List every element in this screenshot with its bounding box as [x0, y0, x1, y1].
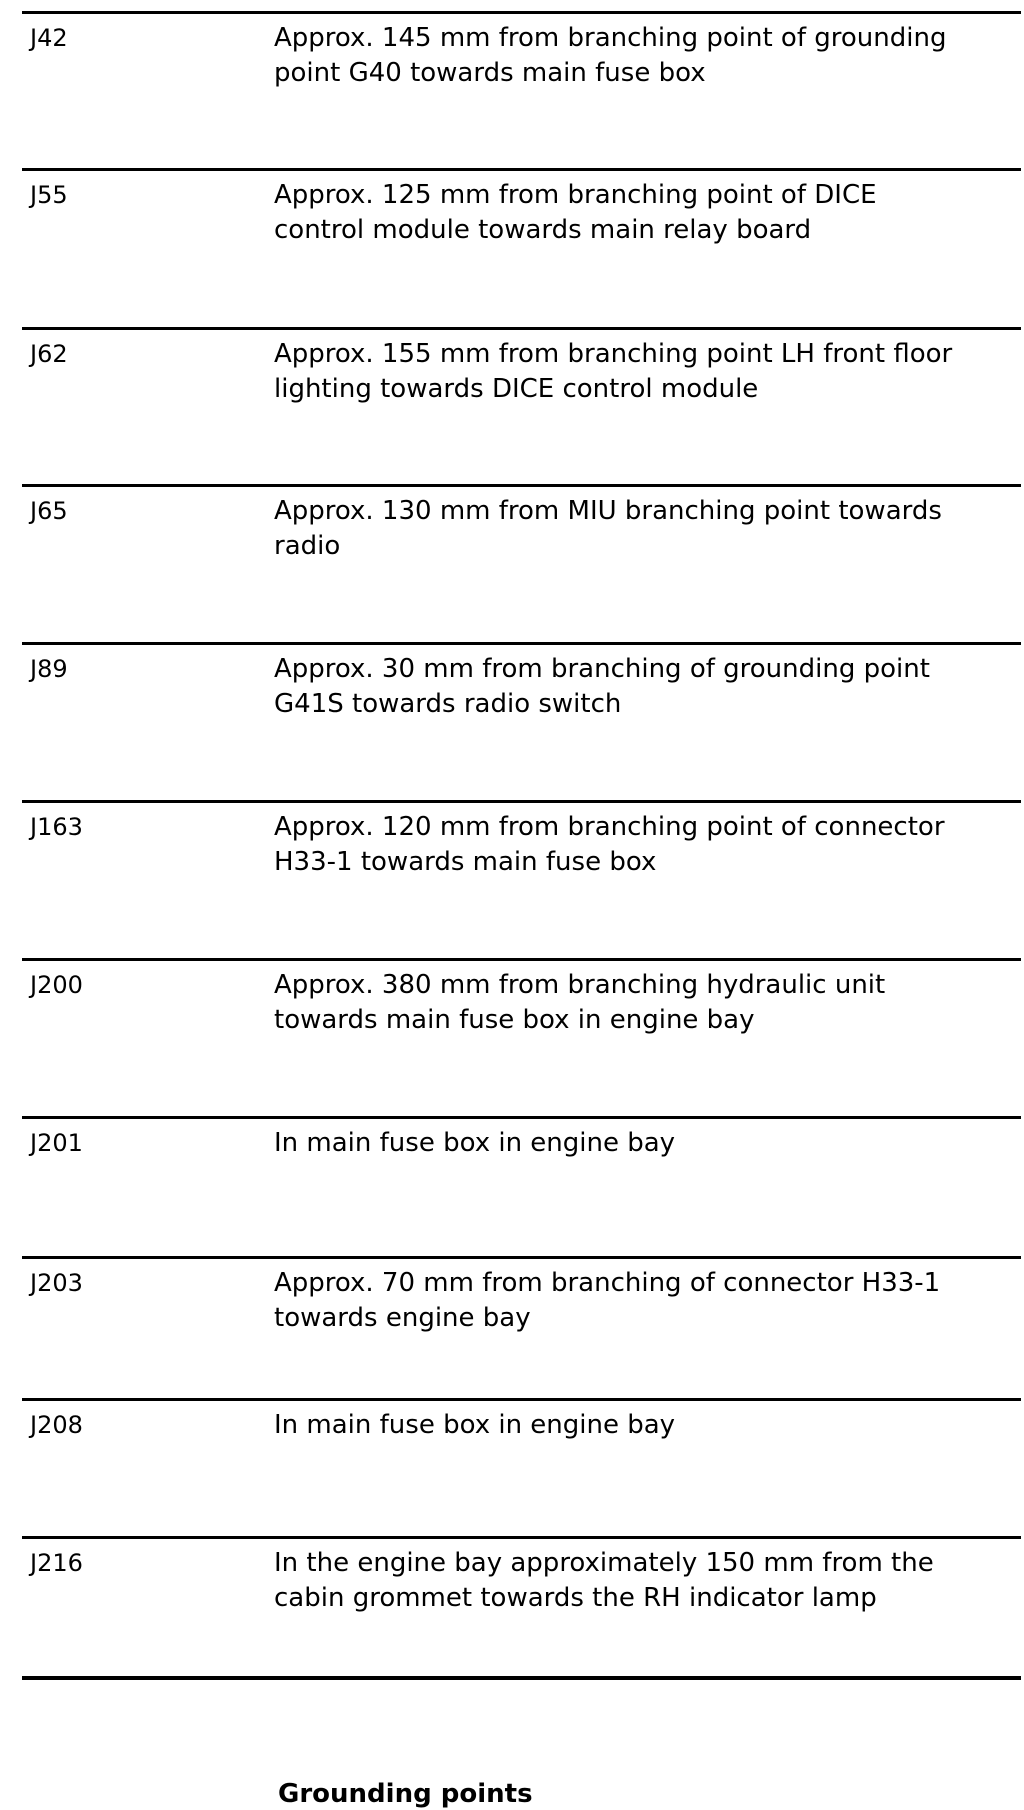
- splice-location: Approx. 145 mm from branching point of grounding point G40 towards main fuse box: [274, 23, 947, 88]
- splice-code: J89: [30, 655, 68, 683]
- splice-location: Approx. 155 mm from branching point LH front floor lighting towards DICE control module: [274, 339, 953, 404]
- splice-location: Approx. 30 mm from branching of grounding point G41S towards radio switch: [274, 654, 930, 719]
- row-divider: [22, 1536, 1021, 1539]
- row-divider: [22, 1398, 1021, 1401]
- splice-location: Approx. 120 mm from branching point of connector H33-1 towards main fuse box: [274, 812, 945, 877]
- row-divider: [22, 327, 1021, 330]
- splice-location: In the engine bay approximately 150 mm from the cabin grommet towards the RH indicator lamp: [274, 1548, 934, 1613]
- row-divider: [22, 1256, 1021, 1259]
- splice-code: J55: [30, 181, 68, 209]
- table-bottom-rule: [22, 1676, 1021, 1680]
- splice-code: J65: [30, 497, 68, 525]
- splice-code: J200: [30, 971, 83, 999]
- row-divider: [22, 1116, 1021, 1119]
- row-divider: [22, 958, 1021, 961]
- row-divider: [22, 642, 1021, 645]
- row-divider: [22, 800, 1021, 803]
- row-divider: [22, 11, 1021, 14]
- section-heading: Grounding points: [278, 1779, 533, 1809]
- splice-code: J42: [30, 24, 68, 52]
- splice-code: J62: [30, 340, 68, 368]
- splice-code: J163: [30, 813, 83, 841]
- splice-location: Approx. 70 mm from branching of connector H33-1 towards engine bay: [274, 1268, 941, 1333]
- splice-location: In main fuse box in engine bay: [274, 1128, 676, 1158]
- splice-code: J201: [30, 1129, 83, 1157]
- row-divider: [22, 484, 1021, 487]
- splice-location: Approx. 130 mm from MIU branching point towards radio: [274, 496, 942, 561]
- row-divider: [22, 168, 1021, 171]
- splice-code: J203: [30, 1269, 83, 1297]
- splice-location: In main fuse box in engine bay: [274, 1410, 676, 1440]
- splice-location: Approx. 380 mm from branching hydraulic unit towards main fuse box in engine bay: [274, 970, 886, 1035]
- splice-code: J208: [30, 1411, 83, 1439]
- splice-location: Approx. 125 mm from branching point of DICE control module towards main relay board: [274, 180, 877, 245]
- splice-code: J216: [30, 1549, 83, 1577]
